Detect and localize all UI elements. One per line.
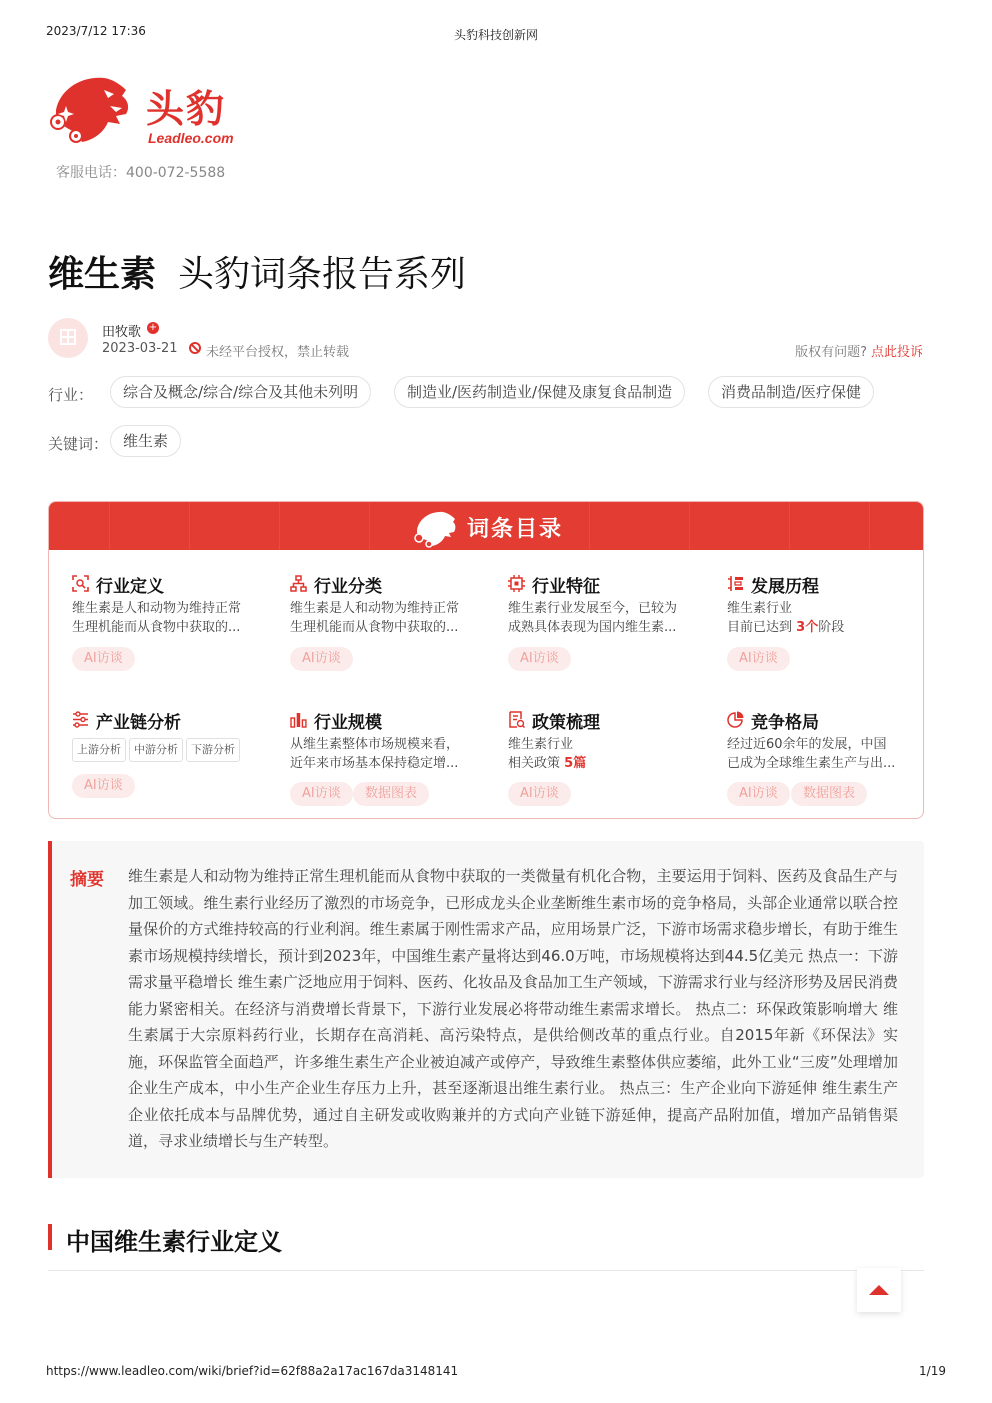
toc-item-title: 行业定义 [96,577,164,597]
leopard-logo-icon [46,70,132,146]
history-icon [727,575,744,592]
downstream-analysis-chip[interactable]: 下游分析 [186,738,240,762]
toc-item-desc: 维生素行业发展至今，已较为 成熟具体表现为国内维生素... [508,601,678,635]
copyright-note: 未经平台授权，禁止转载 [206,345,350,360]
toc-item-title: 行业分类 [314,577,382,597]
ai-interview-button[interactable]: AI访谈 [727,647,790,671]
toc-title: 词条目录 [467,517,564,542]
abstract-accent-bar [48,841,52,1178]
print-datetime: 2023/7/12 17:36 [46,24,146,38]
toc-card [48,501,924,819]
page-number: 1/19 [919,1364,946,1378]
definition-icon [72,575,89,592]
toc-header [49,502,923,550]
abstract-box [48,841,924,1178]
publish-date: 2023-03-21 [102,341,178,356]
prohibited-icon [189,342,201,354]
toc-item-title: 行业规模 [314,713,382,733]
pie-icon [727,711,744,728]
page-title-series: 头豹词条报告系列 [178,254,467,295]
keyword-tag[interactable]: 维生素 [110,425,181,457]
industry-tag[interactable]: 综合及概念/综合/综合及其他未列明 [110,376,371,408]
abstract-text: 维生素是人和动物为维持正常生理机能而从食物中获取的一类微量有机化合物，主要运用于饲料、医药及食品生产与加工领域。维生素行业经历了激烈的市场竞争，已形成龙头企业垄断维生素市场的竞争格局，头部企业通常以联合控量保价的方式维持较高的行业利润。维生素属于刚性需求产品，应用场景广泛，下游市场需求稳步增长，有助于维生素市场规模持续增长，预计到2023年，中国维生素产量将达到46.0万吨，市场规模将达到44.5亿美元 热点一：下游需求量平稳增长 维生素广泛地应用于饲料、医药、化妆品及食品加工生产领域，下游需求行业与经济形势及居民消费能力紧密相关。在经济与消费增长背景下，下游行业发展必将带动维生素需求增长。 热点二：环保政策影响增大 维生素属于大宗原料药行业，长期存在高消耗、高污染特点，是供给侧改革的重点行业。自2015年新《环保法》实施，环保监管全面趋严，许多维生素生产企业被迫减产或停产，导致维生素整体供应萎缩，此外工业“三废”处理增加企业生产成本，中小生产企业生存压力上升，甚至逐渐退出维生素行业。 热点三：生产企业向下游延伸 维生素生产企业依托成本与品牌优势，通过自主研发或收购兼并的方式向产业链下游延伸，提高产品附加值，增加产品销售渠道，寻求业绩增长与生产转型。 [128,867,898,1150]
industry-tag[interactable]: 制造业/医药制造业/保健及康复食品制造 [394,376,685,408]
ai-interview-button[interactable]: AI访谈 [72,647,135,671]
toc-item-title: 政策梳理 [532,713,600,733]
upstream-analysis-chip[interactable]: 上游分析 [72,738,126,762]
industry-label: 行业： [48,386,94,404]
ai-interview-button[interactable]: AI访谈 [290,647,353,671]
toc-item-desc: 维生素行业 相关政策 5篇 [508,737,587,771]
toc-leopard-icon [413,508,457,548]
ai-interview-button[interactable]: AI访谈 [508,782,571,806]
author-avatar[interactable] [48,318,88,358]
abstract-label: 摘要 [70,870,104,890]
feature-icon [508,575,525,592]
toc-item-desc: 维生素是人和动物为维持正常 生理机能而从食物中获取的... [72,601,242,635]
toc-item-title: 竞争格局 [751,713,819,733]
ai-interview-button[interactable]: AI访谈 [727,782,790,806]
page-title [48,246,466,297]
print-url: https://www.leadleo.com/wiki/brief?id=62f88a2a17ac167da3148141 [46,1364,459,1378]
midstream-analysis-chip[interactable]: 中游分析 [129,738,183,762]
toc-item-title: 行业特征 [532,577,600,597]
verified-badge-icon: + [148,322,158,333]
classification-icon [290,575,307,592]
chain-icon [72,711,89,728]
section-title: 中国维生素行业定义 [66,1228,282,1256]
print-site-title: 头豹科技创新网 [453,28,538,42]
print-header [46,24,946,40]
toc-item-desc: 维生素行业 目前已达到 3个阶段 [727,601,845,635]
leadleo-logo[interactable] [46,70,246,146]
data-chart-button[interactable]: 数据图表 [353,782,429,806]
avatar-glyph-icon [60,329,76,345]
back-to-top-button[interactable] [857,1268,901,1312]
section-divider [48,1270,924,1271]
toc-item-desc: 经过近60余年的发展，中国 已成为全球维生素生产与出... [727,737,896,771]
toc-item-desc: 从维生素整体市场规模来看， 近年来市场基本保持稳定增... [290,737,460,771]
ai-interview-button[interactable]: AI访谈 [290,782,353,806]
keywords-label: 关键词： [48,435,109,453]
hotline: 客服电话：400-072-5588 [56,165,226,181]
policy-icon [508,711,525,728]
data-chart-button[interactable]: 数据图表 [791,782,867,806]
section-accent-bar [48,1224,52,1250]
industry-tag[interactable]: 消费品制造/医疗保健 [708,376,874,408]
report-link[interactable]: 点此投诉 [870,345,923,360]
logo-en-text: Leadleo.com [148,130,234,146]
author-name[interactable]: 田牧歌 [102,325,142,340]
logo-cn-text: 头豹 [146,87,227,131]
copyright-question-text: 版权有问题? [795,345,867,360]
arrow-up-icon [869,1285,889,1295]
ai-interview-button[interactable]: AI访谈 [72,774,135,798]
scale-icon [290,711,307,728]
toc-item-title: 产业链分析 [96,713,181,733]
copyright-question [795,341,923,360]
toc-item-desc: 维生素是人和动物为维持正常 生理机能而从食物中获取的... [290,601,460,635]
ai-interview-button[interactable]: AI访谈 [508,647,571,671]
toc-item-title: 发展历程 [751,577,819,597]
page-title-main: 维生素 [48,254,157,295]
